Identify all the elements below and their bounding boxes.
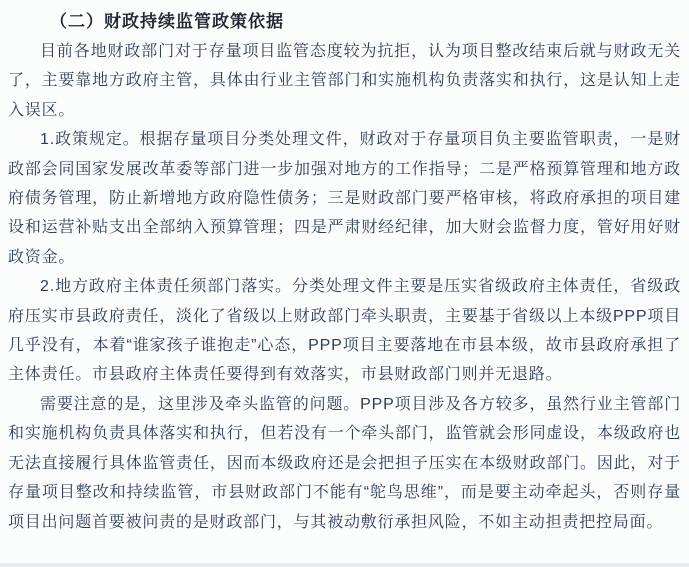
- page-bottom-edge: [0, 563, 689, 567]
- paragraph-policy-rules: 1.政策规定。根据存量项目分类处理文件，财政对于存量项目负主要监管职责，一是财政部会同国家发展改革委等部门进一步加强对地方的工作指导；二是严格预算管理和地方政府债务管理，防止新增地方政府隐性债务；三是财政部门要严格审核，将政府承担的项目建设和运营补贴支出全部纳入预算管理；四是严肃财经纪律，加大财会监督力度，管好用好财政资金。: [8, 131, 681, 266]
- paragraph-local-government-responsibility: 2.地方政府主体责任须部门落实。分类处理文件主要是压实省级政府主体责任，省级政府压实市县政府责任，淡化了省级以上财政部门牵头职责，主要基于省级以上本级PPP项目几乎没有，本着“谁家孩子谁抱走”心态，PPP项目主要落地在市县本级，故市县政府承担了主体责任。市县政府主体责任要得到有效落实，市县财政部门则并无退路。: [8, 278, 681, 384]
- section-heading: （二）财政持续监管政策依据: [50, 12, 284, 31]
- paragraph-lead-supervision-note: 需要注意的是，这里涉及牵头监管的问题。PPP项目涉及各方较多，虽然行业主管部门和实施机构负责具体落实和执行，但若没有一个牵头部门，监管就会形同虚设，本级政府也无法直接履行具体监管责任，因而本级政府还是会把担子压实在本级财政部门。因此，对于存量项目整改和持续监管，市县财政部门不能有“鸵鸟思维”，而是要主动牵起头，否则存量项目出问题首要被问责的是财政部门，与其被动敷衍承担风险，不如主动担责把控局面。: [8, 395, 681, 531]
- paragraph-intro: 目前各地财政部门对于存量项目监管态度较为抗拒，认为项目整改结束后就与财政无关了，主要靠地方政府主管，具体由行业主管部门和实施机构负责落实和执行，这是认知上走入误区。: [8, 43, 681, 119]
